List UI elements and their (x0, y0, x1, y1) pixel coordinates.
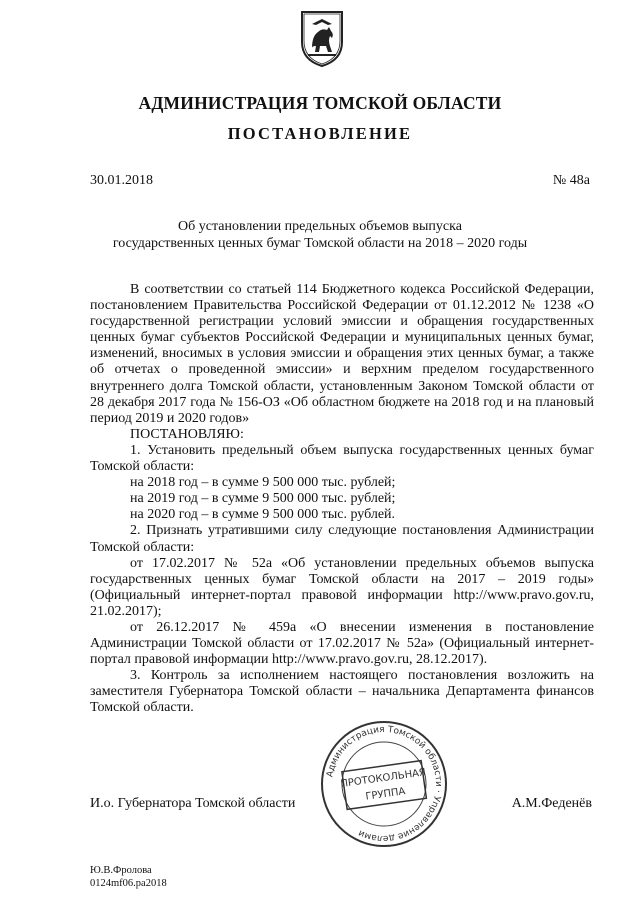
stamp-text-line: ПРОТОКОЛЬНАЯ (339, 767, 427, 790)
organization-title: АДМИНИСТРАЦИЯ ТОМСКОЙ ОБЛАСТИ (138, 93, 502, 113)
document-number: № 48а (552, 173, 590, 188)
limit-line: на 2020 год – в сумме 9 500 000 тыс. рублей. (130, 507, 396, 523)
signatory-name: А.М.Феденёв (511, 796, 592, 811)
executor-note (90, 865, 167, 890)
executor-name: Ю.В.Фролова (90, 865, 152, 876)
limit-line: на 2019 год – в сумме 9 500 000 тыс. рублей; (130, 491, 396, 507)
executor-file-code: 0124mf06.pa2018 (90, 877, 167, 889)
document-subject (0, 218, 640, 252)
item-1-paragraph: 1. Установить предельный объем выпуска государственных ценных бумаг Томской области: (90, 442, 594, 475)
subject-line: Об установлении предельных объемов выпуска (178, 219, 462, 234)
resolve-heading: ПОСТАНОВЛЯЮ: (130, 426, 244, 442)
item-2-paragraph: 2. Признать утратившими силу следующие постановления Администрации Томской области: (90, 523, 594, 555)
stamp-ring-text: Администрация Томской области · Управление делами (325, 724, 444, 844)
coat-of-arms-icon (298, 8, 346, 68)
limit-line: на 2018 год – в сумме 9 500 000 тыс. рублей; (130, 475, 396, 491)
document-body (90, 282, 594, 717)
repealed-act-paragraph: от 26.12.2017 № 459а «О внесении изменения в постановление Администрации Томской области от 17.02.2017 № 52а» (Официальный интернет-портал правовой информации http://www.pravo.gov.ru, 28.12.2017). (90, 619, 594, 668)
subject-line: государственных ценных бумаг Томской области на 2018 – 2020 годы (112, 236, 528, 251)
document-date: 30.01.2018 (90, 173, 153, 188)
repealed-act-paragraph: от 17.02.2017 № 52а «Об установлении предельных объемов выпуска государственных ценных бумаг Томской области на 2017 – 2019 годы» (Официальный интернет-портал правовой информации http://www.pravo.gov.ru, 21.02.2017); (90, 555, 594, 619)
signatory-position: И.о. Губернатора Томской области (90, 796, 296, 811)
stamp-text-line: ГРУППА (364, 786, 407, 803)
document-type-heading: ПОСТАНОВЛЕНИЕ (227, 124, 413, 143)
official-stamp (318, 718, 450, 850)
preamble-paragraph: В соответствии со статьей 114 Бюджетного кодекса Российской Федерации, постановлением Правительства Российской Федерации от 01.12.2012 № 1238 «О государственной регистрации условий эмиссии и обращения государственных ценных бумаг субъектов Российской Федерации и муниципальных ценных бумаг, изменений, вносимых в условия эмиссии и обращения этих ценных бумаг, а также об отчетах о проведенной эмиссии» и верхним пределом государственного внутреннего долга Томской области, установленным Законом Томской области от 28 декабря 2017 года № 156-ОЗ «Об областном бюджете на 2018 год и на плановый период 2019 и 2020 годов» (90, 282, 594, 426)
item-3-paragraph: 3. Контроль за исполнением настоящего постановления возложить на заместителя Губернатора Томской области – начальника Департамента финансов Томской области. (90, 668, 594, 716)
